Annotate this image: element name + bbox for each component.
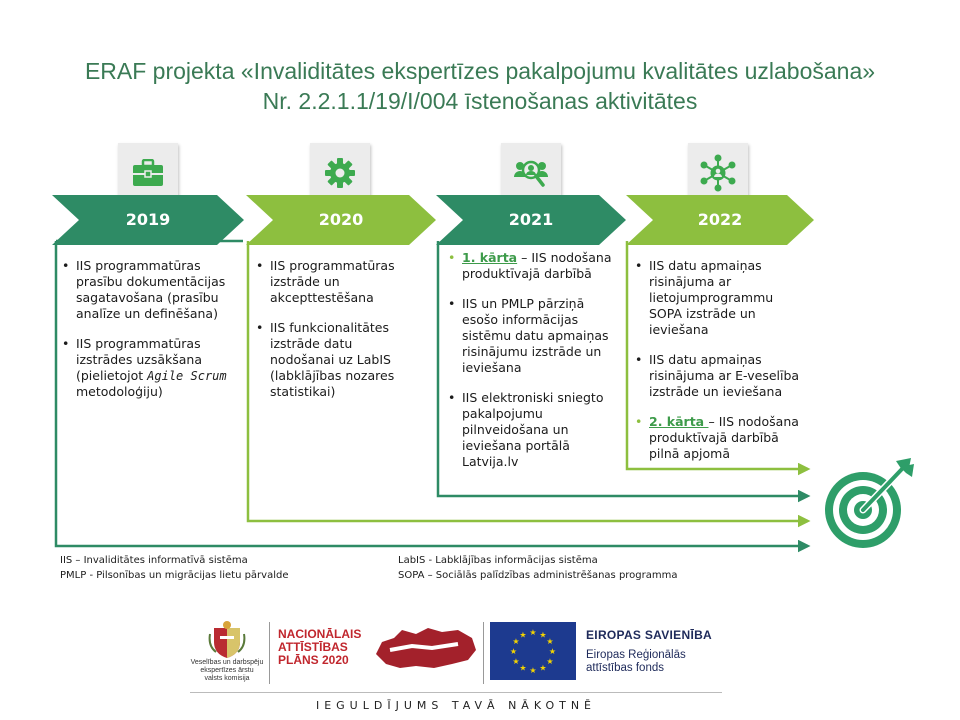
target-icon: [818, 455, 918, 555]
activity-2021-2: [448, 296, 616, 376]
eu-flag-icon: [490, 622, 576, 680]
year-chevron-2021: [436, 195, 626, 245]
svg-text:★: ★: [519, 663, 527, 673]
svg-text:★: ★: [512, 657, 520, 666]
activity-2020-1: [256, 258, 416, 306]
svg-text:★: ★: [539, 663, 547, 673]
activity-2021-3: [448, 390, 616, 470]
eu-fund-line-1: Eiropas Reģionālās: [586, 649, 686, 661]
crest-logo: [208, 620, 246, 660]
icon-box-2020: [310, 143, 370, 203]
activities-2019: [62, 258, 240, 414]
nap-logo-text: [278, 628, 361, 667]
activity-2019-1-text: IIS programmatūras prasību dokumentācijas sagatavošana (prasību analīze un definēšana): [76, 258, 226, 321]
legend-pmlp: PMLP - Pilsonības un migrācijas lietu pārvalde: [60, 570, 289, 581]
activity-2022-1: [635, 258, 803, 338]
network-icon: [699, 154, 737, 192]
activity-2022-2: [635, 352, 803, 400]
svg-text:★: ★: [509, 647, 518, 656]
nap-line-2: ATTĪSTĪBAS: [278, 640, 348, 654]
year-label-2022: 2022: [697, 210, 743, 229]
activity-2020-1-text: IIS programmatūras izstrāde un akcepttestēšana: [270, 258, 395, 305]
year-chevron-2020: [246, 195, 436, 245]
svg-text:★: ★: [529, 666, 537, 675]
activity-2019-2-text-em: Agile Scrum: [147, 369, 227, 383]
year-label-2019: 2019: [125, 210, 171, 229]
svg-text:★: ★: [519, 630, 527, 640]
year-label-2021: 2021: [508, 210, 554, 229]
legend-left: [60, 553, 289, 583]
title-line-1: ERAF projekta «Invaliditātes ekspertīzes pakalpojumu kvalitātes uzlabošana»: [84, 58, 876, 84]
activity-2020-2: [256, 320, 416, 400]
activity-2022-3-text: – IIS nodošana produktīvajā darbībā pilnā apjomā: [649, 414, 799, 461]
activity-2020-2-text: IIS funkcionalitātes izstrāde datu nodošanai uz LabIS (labklājības nozares statistikai): [270, 320, 395, 399]
svg-text:★: ★: [546, 637, 554, 646]
team-search-icon: [514, 157, 548, 189]
activity-2021-1-text: – IIS nodošana produktīvajā darbībā: [462, 250, 612, 281]
footer-tagline: IEGULDĪJUMS TAVĀ NĀKOTNĒ: [315, 699, 597, 712]
crest-caption: [188, 659, 266, 683]
footer-divider: [190, 692, 722, 693]
stage-1-link[interactable]: 1. kārta: [462, 250, 518, 265]
crest-caption-line-2: ekspertīzes ārstu: [200, 667, 254, 674]
footer-separator-2: [483, 622, 484, 684]
year-chevron-2022: [626, 195, 814, 245]
activity-2022-3: [635, 414, 803, 462]
svg-text:★: ★: [529, 628, 537, 637]
svg-text:★: ★: [546, 657, 554, 666]
activity-2019-1: [62, 258, 240, 322]
activity-2019-2: [62, 336, 240, 400]
footer-separator-1: [269, 622, 270, 684]
year-chevron-2019: [52, 195, 244, 245]
briefcase-icon: [132, 159, 164, 187]
title-line-2: Nr. 2.2.1.1/19/I/004 īstenošanas aktivitātes: [262, 88, 698, 114]
icon-box-2019: [118, 143, 178, 203]
eu-fund-name: [586, 649, 686, 675]
svg-text:★: ★: [539, 630, 547, 640]
activity-2021-2-text: IIS un PMLP pārziņā esošo informācijas sistēmu datu apmaiņas risinājumu izstrāde un ieviešana: [462, 296, 609, 375]
nap-line-3: PLĀNS 2020: [278, 653, 349, 667]
crest-caption-line-3: valsts komisija: [204, 675, 250, 682]
activities-2021: [448, 250, 616, 484]
eu-fund-line-2: attīstības fonds: [586, 662, 664, 674]
eu-title: EIROPAS SAVIENĪBA: [586, 628, 713, 642]
activity-2019-2-text-b: metodoloģiju): [76, 384, 163, 399]
crest-caption-line-1: Veselības un darbspēju: [190, 659, 264, 666]
icon-box-2022: [688, 143, 748, 203]
activity-2022-1-text: IIS datu apmaiņas risinājuma ar lietojumprogrammu SOPA izstrāde un ieviešana: [649, 258, 774, 337]
stage-2-link[interactable]: 2. kārta: [649, 414, 709, 429]
activities-2020: [256, 258, 416, 414]
year-label-2020: 2020: [318, 210, 364, 229]
icon-box-2021: [501, 143, 561, 203]
activity-2021-3-text: IIS elektroniski sniegto pakalpojumu pilnveidošana un ieviešana portālā Latvija.lv: [462, 390, 604, 469]
svg-text:★: ★: [548, 647, 557, 656]
legend-labis: LabIS - Labklājības informācijas sistēma: [398, 555, 598, 566]
legend-right: [398, 553, 678, 583]
activity-2019-2-text-a: IIS programmatūras izstrādes uzsākšana (pielietojot: [76, 336, 203, 383]
latvia-map-icon: [372, 624, 480, 672]
activity-2021-1: [448, 250, 616, 282]
nap-line-1: NACIONĀLAIS: [278, 627, 362, 641]
gear-icon: [324, 157, 356, 189]
legend-iis: IIS – Invaliditātes informatīvā sistēma: [60, 555, 248, 566]
svg-text:★: ★: [512, 637, 520, 646]
legend-sopa: SOPA – Sociālās palīdzības administrēšanas programma: [398, 570, 678, 581]
activity-2022-2-text: IIS datu apmaiņas risinājuma ar E-veselība izstrāde un ieviešana: [649, 352, 800, 399]
activities-2022: [635, 258, 803, 476]
